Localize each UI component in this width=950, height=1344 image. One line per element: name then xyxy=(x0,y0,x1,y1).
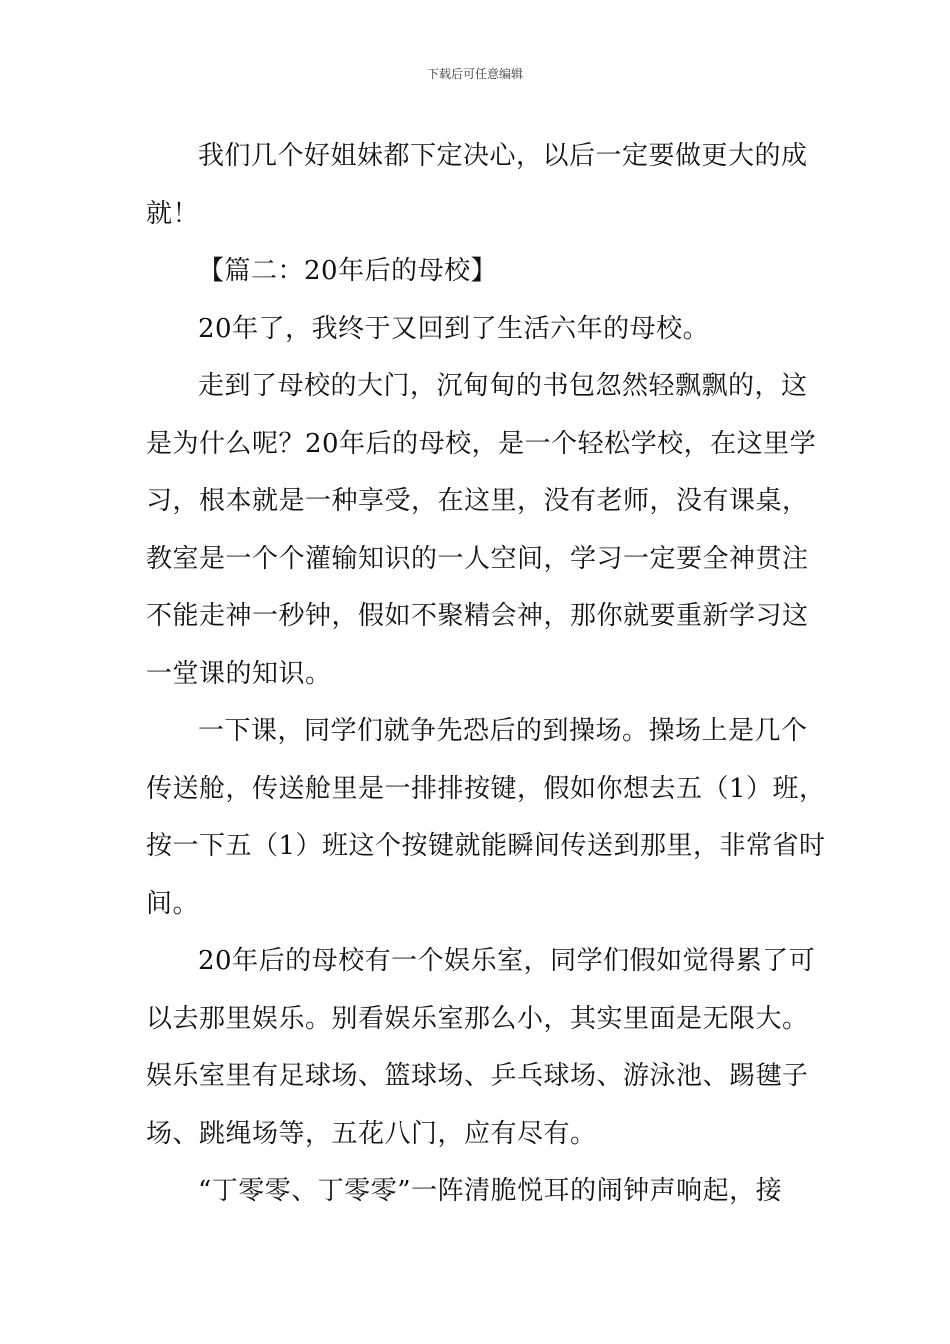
text-line: 间。 xyxy=(146,888,200,919)
text-line: 习，根本就是一种享受，在这里，没有老师，没有课桌， xyxy=(146,486,809,516)
text-line: 按一下五（1）班这个按键就能瞬间传送到那里，非常省时 xyxy=(146,831,826,861)
text-line: 场、跳绳场等，五花八门，应有尽有。 xyxy=(146,1118,597,1149)
text-line: 娱乐室里有足球场、篮球场、乒乓球场、游泳池、踢毽子 xyxy=(146,1061,809,1091)
document-body xyxy=(146,128,826,1221)
text-line: 传送舱，传送舱里是一排排按键，假如你想去五（1）班， xyxy=(146,773,826,804)
text-line: 以去那里娱乐。别看娱乐室那么小，其实里面是无限大。 xyxy=(146,1003,809,1034)
text-line: 我们几个好姐妹都下定决心，以后一定要做更大的成 xyxy=(198,141,808,171)
page-header-note: 下载后可任意编辑 xyxy=(426,67,523,81)
text-line: 教室是一个个灌输知识的一人空间，学习一定要全神贯注 xyxy=(146,543,809,574)
text-line: 是为什么呢？20年后的母校，是一个轻松学校，在这里学 xyxy=(146,428,817,459)
section-heading: 【篇二：20年后的母校】 xyxy=(198,256,498,286)
text-line: 20年后的母校有一个娱乐室，同学们假如觉得累了可 xyxy=(198,946,816,976)
text-line: “丁零零、丁零零”一阵清脆悦耳的闹钟声响起，接 xyxy=(198,1176,783,1206)
text-line: 走到了母校的大门，沉甸甸的书包忽然轻飘飘的，这 xyxy=(198,371,808,401)
text-line: 20年了，我终于又回到了生活六年的母校。 xyxy=(198,313,710,344)
text-line: 一堂课的知识。 xyxy=(146,658,332,689)
text-line: 就！ xyxy=(146,198,200,229)
text-line: 一下课，同学们就争先恐后的到操场。操场上是几个 xyxy=(198,716,808,746)
text-line: 不能走神一秒钟，假如不聚精会神，那你就要重新学习这 xyxy=(146,601,809,631)
